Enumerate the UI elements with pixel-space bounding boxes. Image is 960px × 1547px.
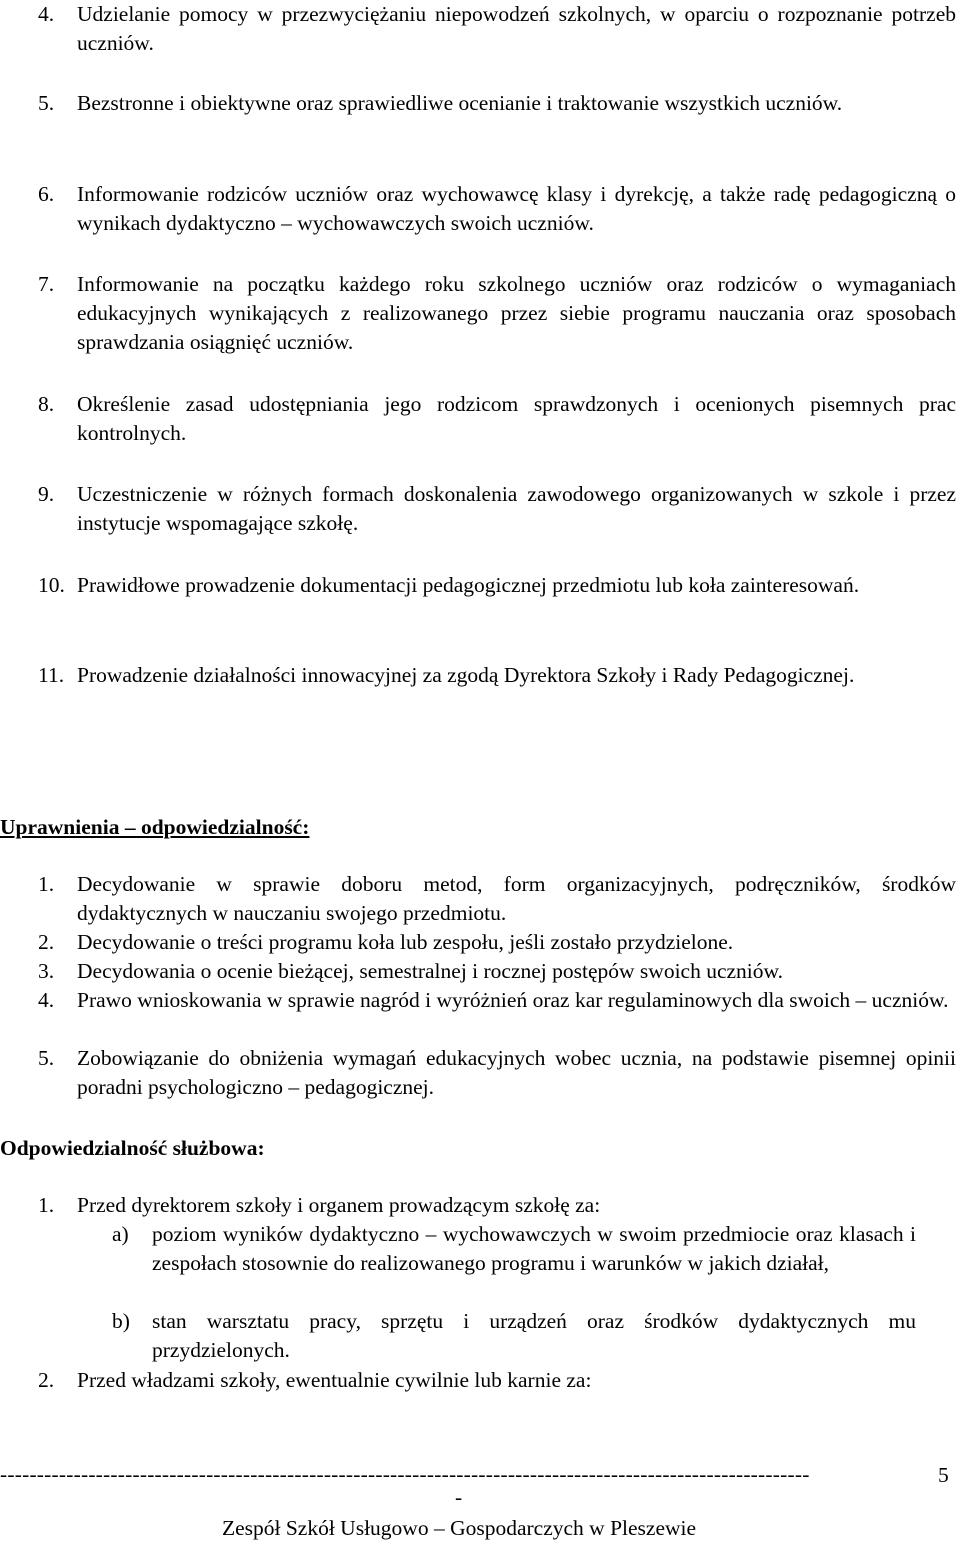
list-item-text: Przed dyrektorem szkoły i organem prowadzącym szkołę za: <box>77 1193 601 1217</box>
sub-list-item <box>112 1220 916 1278</box>
sub-list-item-text: stan warsztatu pracy, sprzętu i urządzeń oraz środków dydaktycznych mu przydzielonych. <box>152 1309 916 1362</box>
list-item-number: 8. <box>38 392 55 416</box>
list-item-number: 2. <box>38 1368 55 1392</box>
list-item <box>38 180 956 238</box>
list-item <box>38 957 956 986</box>
list-item <box>38 0 956 58</box>
list-item-text: Uczestniczenie w różnych formach doskonalenia zawodowego organizowanych w szkole i przez instytucje wspomagające szkołę. <box>77 482 956 535</box>
list-item-text: Decydowania o ocenie bieżącej, semestralnej i rocznej postępów swoich uczniów. <box>77 959 784 983</box>
list-item-number: 11. <box>38 663 65 687</box>
list-item-text: Prowadzenie działalności innowacyjnej za zgodą Dyrektora Szkoły i Rady Pedagogicznej. <box>77 663 855 687</box>
list-item <box>38 986 956 1015</box>
list-item-number: 1. <box>38 872 55 896</box>
footer-separator-wrap: - <box>455 1485 463 1509</box>
list-item <box>38 1044 956 1102</box>
list-item-number: 6. <box>38 182 55 206</box>
sub-list-item-text: poziom wyników dydaktyczno – wychowawczych w swoim przedmiocie oraz klasach i zespołach stosownie do realizowanego programu i warunków w jakich działał, <box>152 1222 916 1275</box>
list-item-text: Prawo wnioskowania w sprawie nagród i wyróżnień oraz kar regulaminowych dla swoich – uczniów. <box>77 988 949 1012</box>
list-item <box>38 928 956 957</box>
list-item-text: Zobowiązanie do obniżenia wymagań edukacyjnych wobec ucznia, na podstawie pisemnej opinii poradni psychologiczno – pedagogicznej. <box>77 1046 956 1099</box>
list-item <box>38 870 956 928</box>
sub-list-item-letter: b) <box>112 1309 130 1333</box>
list-item-number: 5. <box>38 91 55 115</box>
list-item-text: Decydowanie w sprawie doboru metod, form organizacyjnych, podręczników, środków dydaktycznych w nauczaniu swojego przedmiotu. <box>77 872 956 925</box>
list-item-text: Informowanie rodziców uczniów oraz wychowawcę klasy i dyrekcję, a także radę pedagogiczną o wynikach dydaktyczno – wychowawczych swoich uczniów. <box>77 182 956 235</box>
list-item <box>38 571 956 600</box>
list-item <box>38 480 956 538</box>
list-item <box>38 270 956 357</box>
sub-list-item-letter: a) <box>112 1222 129 1246</box>
list-item-text: Prawidłowe prowadzenie dokumentacji pedagogicznej przedmiotu lub koła zainteresowań. <box>77 573 860 597</box>
page-number: 5 <box>938 1463 949 1487</box>
section-heading-rights: Uprawnienia – odpowiedzialność: <box>0 815 310 839</box>
list-item-number: 4. <box>38 2 55 26</box>
list-item-text: Bezstronne i obiektywne oraz sprawiedliwe ocenianie i traktowanie wszystkich uczniów. <box>77 91 843 115</box>
list-item <box>38 661 956 690</box>
list-item-number: 2. <box>38 930 55 954</box>
list-item <box>38 1366 956 1395</box>
list-item-number: 7. <box>38 272 55 296</box>
list-item-number: 5. <box>38 1046 55 1070</box>
list-item-number: 4. <box>38 988 55 1012</box>
footer-separator: -------------------------------------------------------------------------------------------------------------- <box>0 1462 810 1486</box>
list-item-number: 10. <box>38 573 65 597</box>
list-item-number: 9. <box>38 482 55 506</box>
section-heading-responsibility: Odpowiedzialność służbowa: <box>0 1136 265 1160</box>
footer-school-name: Zespół Szkół Usługowo – Gospodarczych w Pleszewie <box>221 1516 697 1540</box>
list-item <box>38 390 956 448</box>
list-item-text: Informowanie na początku każdego roku szkolnego uczniów oraz rodziców o wymaganiach edukacyjnych wynikających z realizowanego przez siebie programu nauczania oraz sposobach sprawdzania osiągnięć uczniów. <box>77 272 956 354</box>
list-item <box>38 89 956 118</box>
sub-list-item <box>112 1307 916 1365</box>
list-item-text: Udzielanie pomocy w przezwyciężaniu niepowodzeń szkolnych, w oparciu o rozpoznanie potrzeb uczniów. <box>77 2 956 55</box>
list-item <box>38 1191 956 1220</box>
list-item-number: 3. <box>38 959 55 983</box>
list-item-number: 1. <box>38 1193 55 1217</box>
list-item-text: Określenie zasad udostępniania jego rodzicom sprawdzonych i ocenionych pisemnych prac kontrolnych. <box>77 392 956 445</box>
list-item-text: Przed władzami szkoły, ewentualnie cywilnie lub karnie za: <box>77 1368 592 1392</box>
list-item-text: Decydowanie o treści programu koła lub zespołu, jeśli zostało przydzielone. <box>77 930 734 954</box>
